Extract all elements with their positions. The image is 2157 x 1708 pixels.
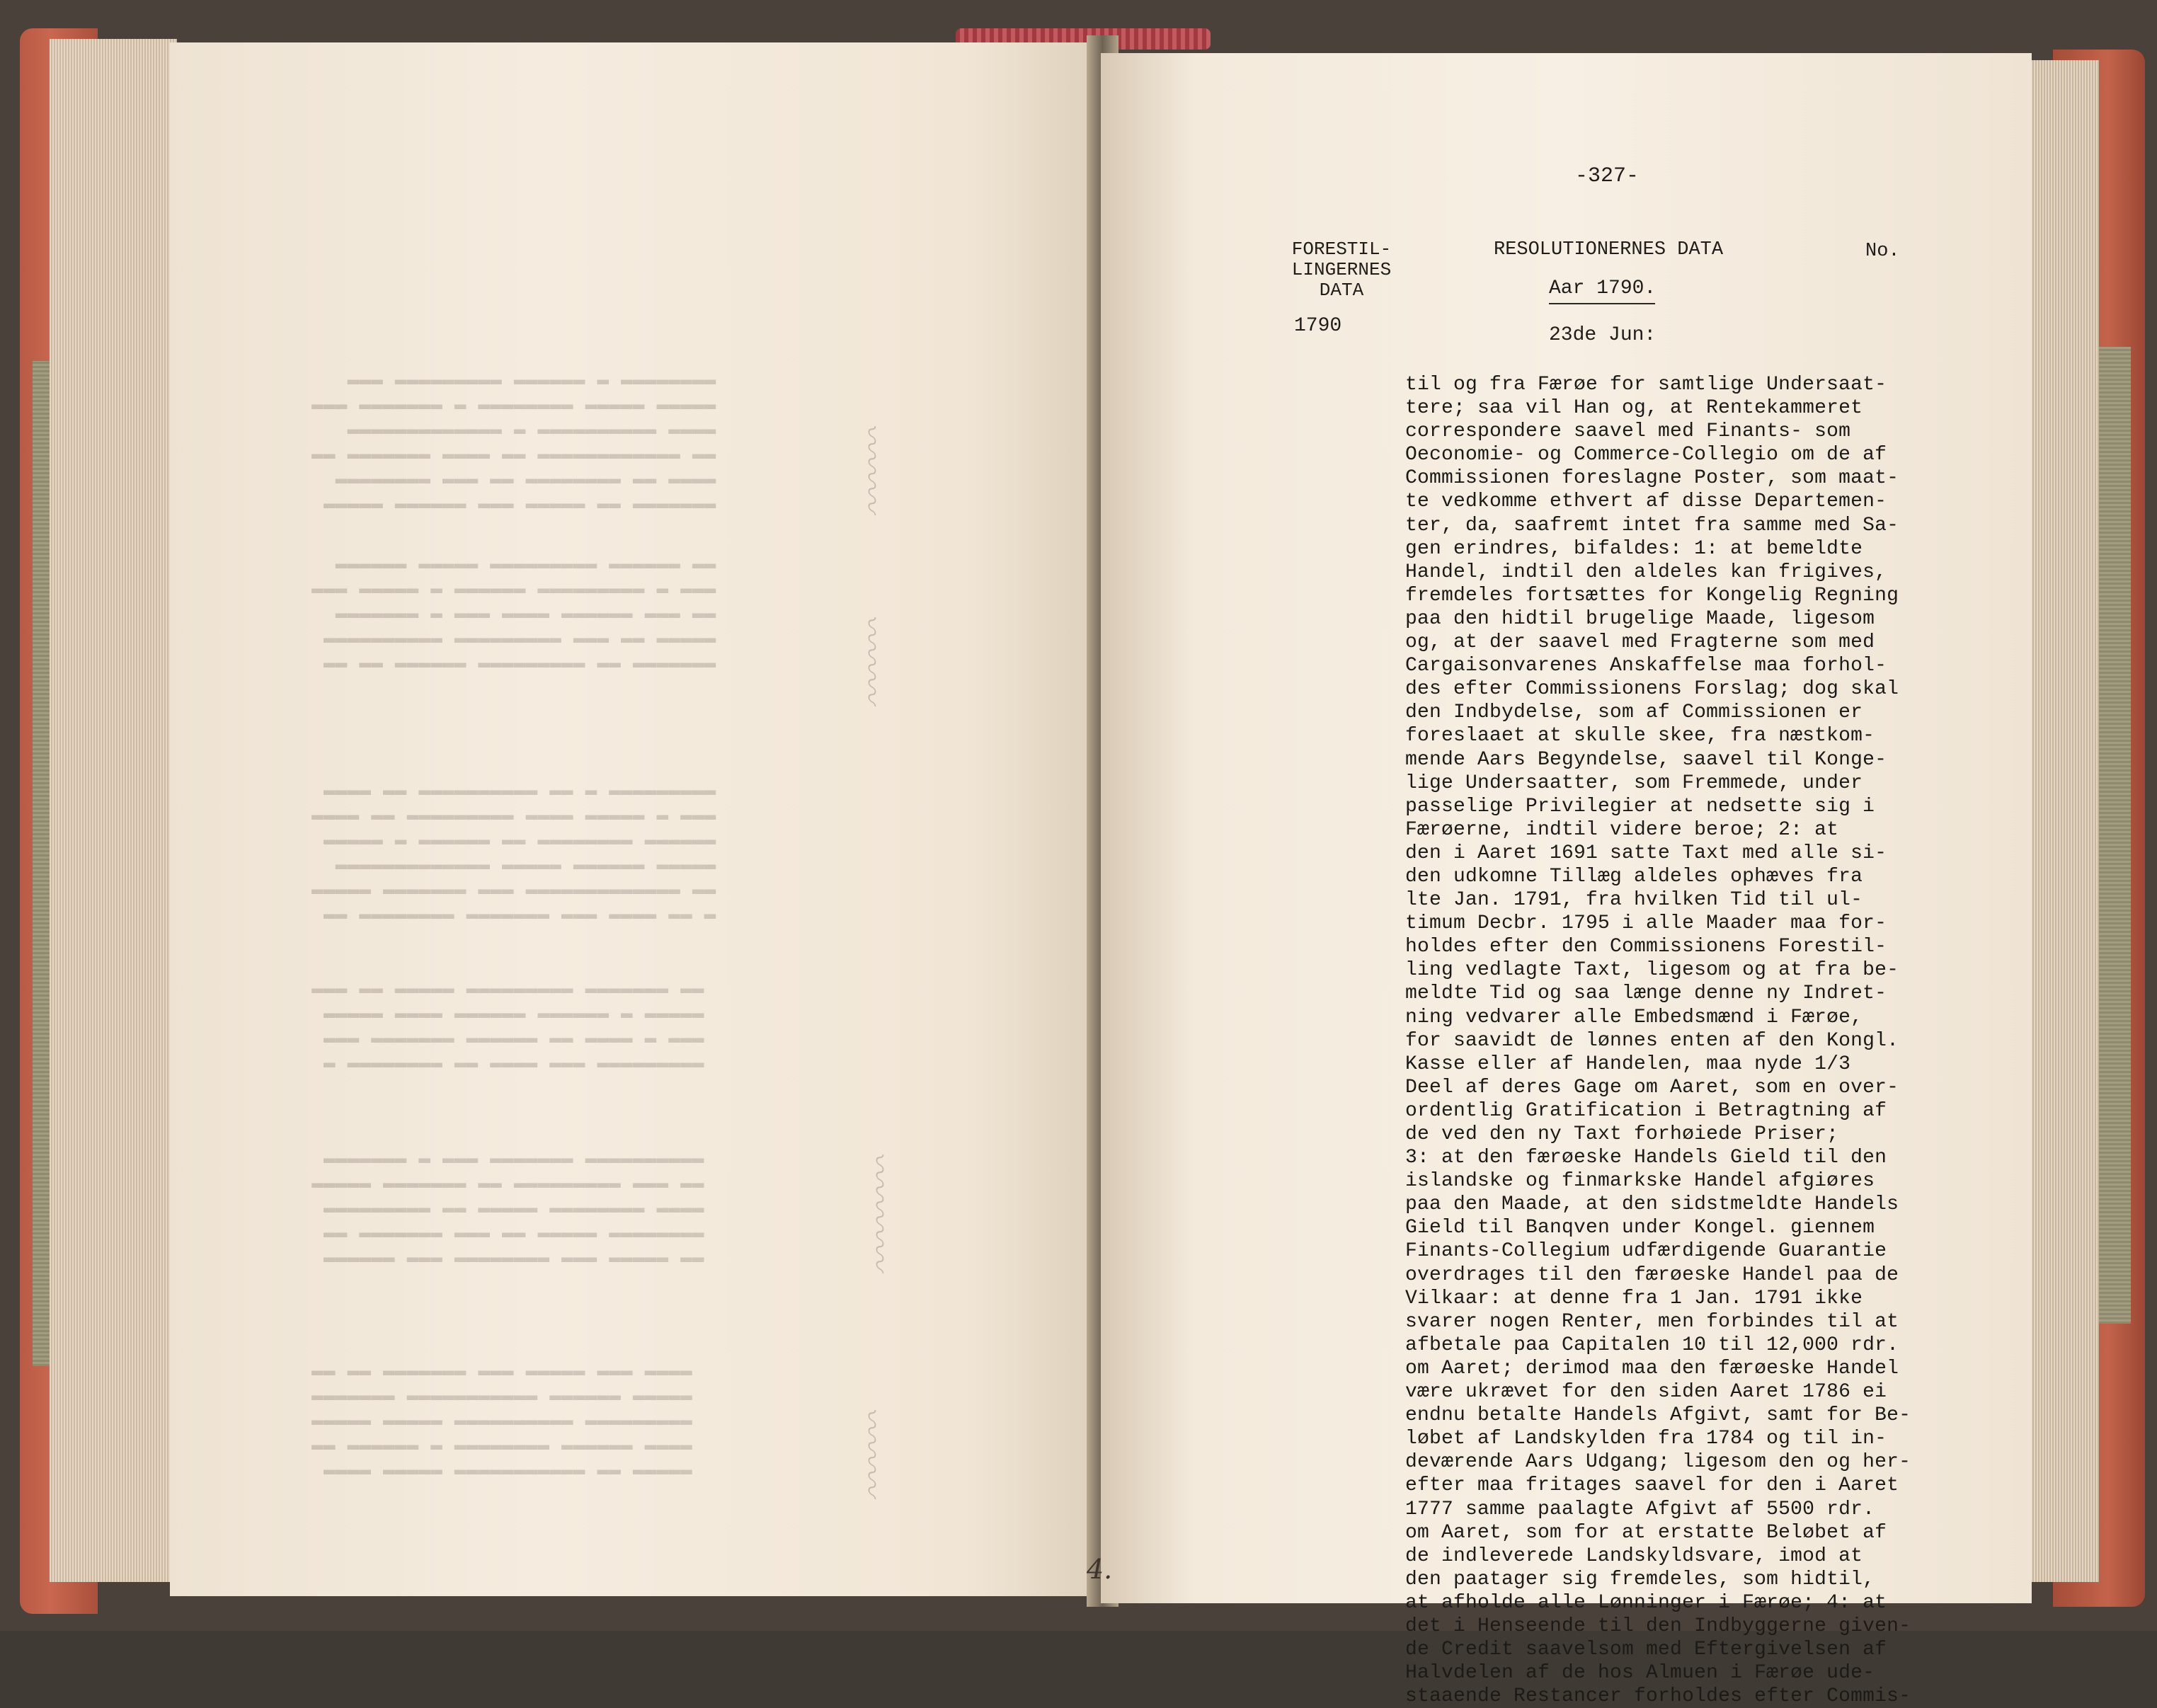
body-line: correspondere saavel med Finants- som bbox=[1405, 420, 1851, 443]
body-line: Kasse eller af Handelen, maa nyde 1/3 bbox=[1405, 1053, 1851, 1075]
column-heading-number: No. bbox=[1865, 241, 1900, 262]
column-heading-line: FORESTIL- bbox=[1291, 239, 1392, 260]
body-line: lige Undersaatter, som Fremmede, under bbox=[1405, 772, 1863, 794]
bleed-through-block-4: ▬▬ ▬▬▬▬▬▬▬ ▬▬▬▬▬▬▬▬▬ ▬▬▬▬▬ ▬▬ ▬▬▬ ▬▬▬▬▬ ▬ ▬▬▬▬▬▬ ▬▬▬▬▬▬ ▬▬▬▬ ▬▬▬▬▬ ▬▬▬ ▬ ▬▬▬▬ ▬▬ ▬▬▬▬▬▬ ▬▬▬▬▬▬▬ ▬▬▬ ▬▬▬▬▬▬▬▬▬ ▬▬▬ ▬▬▬▬ ▬▬ ▬▬▬▬▬▬▬▬ ▬ bbox=[311, 978, 704, 1074]
bleed-through-block-3: ▬▬▬▬▬▬▬▬▬ ▬ ▬▬ ▬▬▬▬▬▬▬▬▬▬ ▬▬ ▬▬▬▬ ▬▬▬ ▬ ▬▬▬▬▬ ▬▬▬▬ ▬▬▬▬▬▬▬▬▬ ▬▬ ▬▬▬▬ ▬▬▬▬▬▬ ▬▬▬▬▬▬▬▬ ▬▬ ▬▬▬▬▬▬ ▬ ▬▬▬▬▬ ▬▬▬▬▬ ▬▬▬▬▬▬ ▬▬▬▬▬ ▬▬▬▬▬▬▬▬▬▬▬▬▬ ▬▬ ▬▬▬▬▬▬▬▬▬▬▬▬▬ ▬▬▬ ▬▬▬▬▬▬▬ ▬▬▬▬▬ ▬ ▬▬ ▬▬▬▬ ▬▬▬ ▬▬▬▬▬▬▬ ▬▬▬▬▬▬▬▬ ▬▬ bbox=[311, 780, 716, 926]
body-line: gen erindres, bifaldes: 1: at bemeldte bbox=[1405, 537, 1863, 560]
bleed-through-block-2: ▬▬ ▬▬▬▬▬▬ ▬▬▬▬▬▬▬▬▬ ▬▬▬▬▬ ▬▬▬▬▬▬ ▬▬▬ ▬ ▬▬▬▬▬▬▬▬▬ ▬▬▬▬▬▬ ▬ ▬▬▬▬▬ ▬▬▬ ▬▬ ▬▬▬ ▬▬▬▬▬▬ ▬▬▬▬ ▬▬▬ ▬ ▬▬▬▬▬▬▬ ▬▬▬▬▬ ▬▬ ▬▬▬ ▬▬▬▬▬▬▬▬▬ ▬▬▬▬▬▬▬▬▬▬ ▬▬▬▬▬▬▬ ▬▬ ▬▬▬▬▬▬▬▬▬ ▬▬▬▬▬▬ ▬▬ ▬▬ bbox=[311, 554, 716, 675]
body-line: det i Henseende til den Indbyggerne given- bbox=[1405, 1615, 1911, 1637]
body-line: den i Aaret 1691 satte Taxt med alle si- bbox=[1405, 842, 1887, 864]
column-heading-forestillinger bbox=[1271, 239, 1412, 301]
body-line: holdes efter den Commissionens Forestil- bbox=[1405, 936, 1887, 958]
body-line: passelige Privilegier at nedsette sig i bbox=[1405, 795, 1875, 818]
bleed-through-block-5: ▬▬▬▬▬▬▬▬▬▬ ▬▬▬▬▬▬▬ ▬▬▬ ▬ ▬▬▬▬▬▬▬ ▬▬ ▬▬▬ ▬▬▬▬▬▬▬▬▬ ▬▬ ▬▬▬▬▬▬▬ ▬▬▬▬▬ ▬▬▬▬ ▬▬▬▬▬▬▬▬ ▬▬▬▬▬ ▬▬ ▬▬▬▬▬▬▬▬▬ ▬▬▬▬▬▬▬▬ ▬▬▬▬▬ ▬▬ ▬▬▬ ▬▬▬▬▬▬▬ ▬▬ ▬▬ ▬▬▬▬▬ ▬▬▬ ▬▬▬▬▬▬▬▬ ▬▬▬ ▬▬▬▬▬▬ bbox=[311, 1148, 704, 1269]
body-line: islandske og finmarkske Handel afgiøres bbox=[1405, 1170, 1875, 1193]
body-line: staaende Restancer forholdes efter Commis- bbox=[1405, 1685, 1911, 1708]
body-line: lte Jan. 1791, fra hvilken Tid til ul- bbox=[1405, 889, 1863, 912]
body-line: Handel, indtil den aldeles kan frigives, bbox=[1405, 561, 1887, 583]
body-line: deværende Aars Udgang; ligesom den og her- bbox=[1405, 1451, 1911, 1474]
handwriting-bleed-4: 〰〰〰 bbox=[854, 1406, 889, 1496]
body-line: at afholde alle Lønninger i Færøe; 4: at bbox=[1405, 1591, 1887, 1614]
body-line: til og fra Færøe for samtlige Undersaat- bbox=[1405, 374, 1887, 396]
body-line: Finants-Collegium udfærdigende Guarantie bbox=[1405, 1240, 1887, 1263]
year-title: Aar 1790. bbox=[1549, 277, 1657, 299]
body-line: den paatager sig fremdeles, som hidtil, bbox=[1405, 1568, 1875, 1590]
bleed-through-block-6: ▬▬▬▬ ▬▬▬ ▬▬▬▬▬ ▬▬▬ ▬▬▬▬▬▬▬ ▬▬ ▬▬ ▬▬▬▬▬ ▬▬▬▬▬▬ ▬▬▬▬▬▬▬▬▬▬▬ ▬▬▬▬▬▬▬ ▬▬▬▬▬▬▬▬▬ ▬▬▬▬▬▬▬▬▬▬ ▬▬▬▬▬ ▬▬▬▬▬ ▬▬▬▬ ▬▬▬▬▬▬ ▬▬▬▬▬▬▬▬ ▬ ▬▬▬▬▬▬ ▬▬ ▬▬▬▬▬ ▬▬ ▬▬▬▬▬▬▬▬▬▬▬ ▬▬▬▬▬ ▬▬▬▬ bbox=[311, 1360, 692, 1481]
body-line: mende Aars Begyndelse, saavel til Konge- bbox=[1405, 748, 1887, 771]
column-heading-line: LINGERNES bbox=[1291, 259, 1392, 280]
body-line: ling vedlagte Taxt, ligesom og at fra be- bbox=[1405, 959, 1899, 982]
body-line: Deel af deres Gage om Aaret, som en over- bbox=[1405, 1076, 1899, 1099]
year-title-underline bbox=[1549, 303, 1655, 304]
body-line: des efter Commissionens Forslag; dog skal bbox=[1405, 678, 1899, 701]
body-line: 1777 samme paalagte Afgivt af 5500 rdr. bbox=[1405, 1498, 1875, 1520]
body-line: løbet af Landskylden fra 1784 og til in- bbox=[1405, 1428, 1887, 1450]
body-line: afbetale paa Capitalen 10 til 12,000 rdr. bbox=[1405, 1334, 1899, 1356]
body-line: om Aaret; derimod maa den færøeske Handel bbox=[1405, 1357, 1899, 1380]
body-line: te vedkomme ethvert af disse Departemen- bbox=[1405, 491, 1887, 513]
handwriting-bleed-3: 〰〰〰〰 bbox=[862, 1150, 897, 1271]
body-line: være ukrævet for den siden Aaret 1786 ei bbox=[1405, 1381, 1887, 1404]
body-line: efter maa fritages saavel for den i Aaret bbox=[1405, 1474, 1899, 1497]
body-line: og, at der saavel med Fragterne som med bbox=[1405, 631, 1875, 654]
body-line: endnu betalte Handels Afgivt, samt for Be- bbox=[1405, 1404, 1911, 1427]
body-line: svarer nogen Renter, men forbindes til at bbox=[1405, 1310, 1899, 1333]
body-line: ter, da, saafremt intet fra samme med Sa- bbox=[1405, 514, 1899, 537]
body-line: tere; saa vil Han og, at Rentekammeret bbox=[1405, 397, 1863, 420]
body-line: fremdeles fortsættes for Kongelig Regning bbox=[1405, 584, 1899, 607]
body-line: paa den Maade, at den sidstmeldte Handels bbox=[1405, 1193, 1899, 1216]
body-line: timum Decbr. 1795 i alle Maader maa for- bbox=[1405, 912, 1887, 935]
body-line: den udkomne Tillæg aldeles ophæves fra bbox=[1405, 865, 1863, 888]
body-line: de ved den ny Taxt forhøiede Priser; bbox=[1405, 1123, 1839, 1145]
body-line: meldte Tid og saa længe denne ny Indret- bbox=[1405, 982, 1887, 1005]
handwriting-bleed-1: 〰〰〰 bbox=[854, 422, 889, 512]
body-line: 3: at den færøeske Handels Gield til den bbox=[1405, 1147, 1887, 1169]
column-heading-resolutioner: RESOLUTIONERNES DATA bbox=[1494, 239, 1724, 260]
body-text bbox=[1405, 373, 1915, 1708]
left-page-edges bbox=[50, 39, 177, 1582]
body-line: for saavidt de lønnes enten af den Kongl. bbox=[1405, 1029, 1899, 1052]
body-line: Cargaisonvarenes Anskaffelse maa forhol- bbox=[1405, 655, 1887, 677]
body-line: overdrages til den færøeske Handel paa de bbox=[1405, 1263, 1899, 1286]
pencil-folio-mark: 4. bbox=[1087, 1554, 1113, 1585]
body-line: Færøerne, indtil videre beroe; 2: at bbox=[1405, 818, 1839, 841]
body-line: ning vedvarer alle Embedsmænd i Færøe, bbox=[1405, 1006, 1863, 1028]
body-line: ordentlig Gratification i Betragtning af bbox=[1405, 1099, 1887, 1122]
bleed-through-block-1: ▬▬▬▬▬▬▬▬ ▬ ▬▬▬▬▬▬ ▬▬▬▬▬▬▬▬▬ ▬▬▬ ▬▬▬▬▬ ▬▬▬▬▬ ▬▬▬▬▬▬▬▬ ▬ ▬▬▬▬▬▬▬ ▬▬▬ ▬▬▬▬ ▬▬▬▬▬▬▬▬▬▬ ▬ ▬▬▬▬▬▬▬▬▬▬▬▬▬ ▬▬ ▬▬▬▬▬▬▬▬▬▬▬▬ ▬▬ ▬▬▬▬ ▬▬▬▬▬▬▬ ▬▬ ▬▬▬▬ ▬▬ ▬▬▬▬▬▬▬▬ ▬▬ ▬▬▬ ▬▬▬▬▬▬▬▬ ▬▬▬▬▬▬▬ ▬▬ ▬▬▬▬▬ ▬▬▬ ▬▬▬▬▬▬ ▬▬▬▬▬ bbox=[311, 369, 716, 515]
body-line: Halvdelen af de hos Almuen i Færøe ude- bbox=[1405, 1662, 1875, 1685]
body-line: om Aaret, som for at erstatte Beløbet af bbox=[1405, 1521, 1887, 1544]
handwriting-bleed-2: 〰〰〰 bbox=[854, 613, 889, 704]
column-heading-line: DATA bbox=[1319, 280, 1364, 301]
body-line: de Credit saavelsom med Eftergivelsen af bbox=[1405, 1639, 1887, 1661]
body-line: paa den hidtil brugelige Maade, ligesom bbox=[1405, 607, 1875, 630]
year-left-column: 1790 bbox=[1294, 315, 1342, 337]
body-line: de indleverede Landskyldsvare, imod at bbox=[1405, 1544, 1863, 1567]
body-line: Commissionen foreslagne Poster, som maat- bbox=[1405, 467, 1899, 490]
left-page bbox=[170, 42, 1104, 1596]
date-heading: 23de Jun: bbox=[1549, 324, 1657, 346]
body-line: Gield til Banqven under Kongel. giennem bbox=[1405, 1217, 1875, 1239]
body-line: Vilkaar: at denne fra 1 Jan. 1791 ikke bbox=[1405, 1287, 1863, 1309]
page-number: -327- bbox=[1575, 164, 1640, 188]
body-line: den Indbydelse, som af Commissionen er bbox=[1405, 701, 1863, 724]
body-line: foreslaaet at skulle skee, fra næstkom- bbox=[1405, 725, 1875, 747]
body-line: Oeconomie- og Commerce-Collegio om de af bbox=[1405, 444, 1887, 466]
